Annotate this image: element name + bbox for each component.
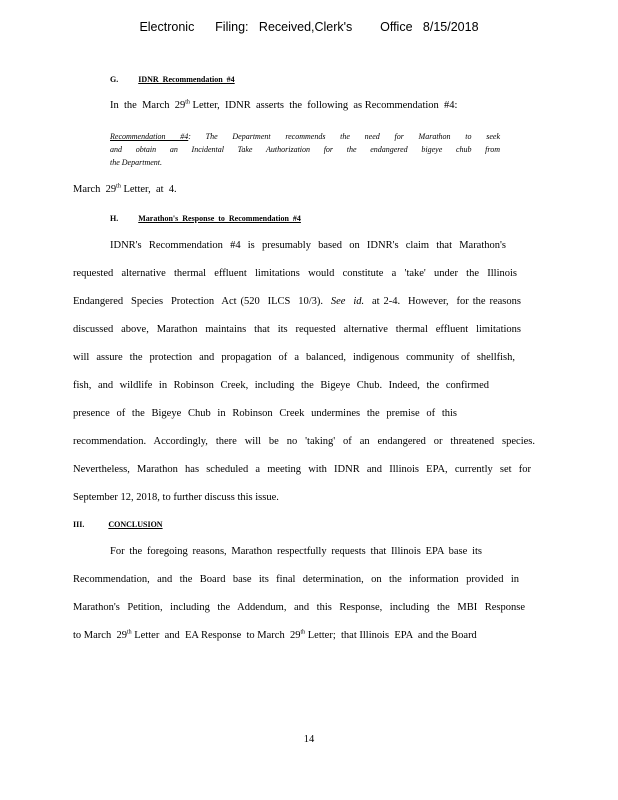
quote-line-2: and obtain an Incidental Take Authorization for the endangered bigeye chub from xyxy=(110,145,500,154)
quote-line-1: Recommendation #4: The Department recommends the need for Marathon to seek xyxy=(110,132,500,141)
citation-line: March 29th Letter, at 4. xyxy=(73,183,177,195)
h-para-line-4: discussed above, Marathon maintains that its requested alternative thermal effluent limitations xyxy=(73,324,521,335)
section-g-label: G. xyxy=(110,75,119,84)
section-iii-label: III. xyxy=(73,520,85,529)
quote-line-3: the Department. xyxy=(110,158,162,167)
h-para-line-9: Nevertheless, Marathon has scheduled a meeting with IDNR and Illinois EPA, currently set for xyxy=(73,464,531,475)
filing-stamp-header: Electronic Filing: Received,Clerk's Office 8/15/2018 xyxy=(139,20,479,34)
h-para-line-1: IDNR's Recommendation #4 is presumably based on IDNR's claim that Marathon's xyxy=(110,240,506,251)
conclusion-line-3: Marathon's Petition, including the Addendum, and this Response, including the MBI Response xyxy=(73,602,525,613)
h-para-line-2: requested alternative thermal effluent limitations would constitute a 'take' under the Illinois xyxy=(73,268,517,279)
conclusion-line-2: Recommendation, and the Board base its final determination, on the information provided in xyxy=(73,574,519,585)
section-iii-title: CONCLUSION xyxy=(108,520,163,529)
section-g-heading xyxy=(110,75,235,84)
h-para-line-10: September 12, 2018, to further discuss this issue. xyxy=(73,492,279,503)
recommendation-block-quote xyxy=(110,130,500,169)
g-intro-line: In the March 29th Letter, IDNR asserts the following as Recommendation #4: xyxy=(110,99,458,111)
h-para-line-5: will assure the protection and propagation of a balanced, indigenous community of shellfish, xyxy=(73,352,515,363)
section-g-title: IDNR Recommendation #4 xyxy=(138,75,235,84)
h-para-line-3: Endangered Species Protection Act (520 ILCS 10/3). See id. at 2-4. However, for the reasons xyxy=(73,296,521,307)
h-para-line-7: presence of the Bigeye Chub in Robinson Creek undermines the premise of this xyxy=(73,408,457,419)
h-para-line-6: fish, and wildlife in Robinson Creek, including the Bigeye Chub. Indeed, the confirmed xyxy=(73,380,489,391)
conclusion-line-4: to March 29th Letter and EA Response to March 29th Letter; that Illinois EPA and the Board xyxy=(73,629,477,641)
h-para-line-8: recommendation. Accordingly, there will be no 'taking' of an endangered or threatened species. xyxy=(73,436,535,447)
page-number: 14 xyxy=(303,734,315,745)
conclusion-line-1: For the foregoing reasons, Marathon respectfully requests that Illinois EPA base its xyxy=(110,546,482,557)
section-iii-heading xyxy=(73,520,187,529)
section-h-label: H. xyxy=(110,214,119,223)
section-h-title: Marathon's Response to Recommendation #4 xyxy=(138,214,301,223)
section-h-heading xyxy=(110,214,301,223)
